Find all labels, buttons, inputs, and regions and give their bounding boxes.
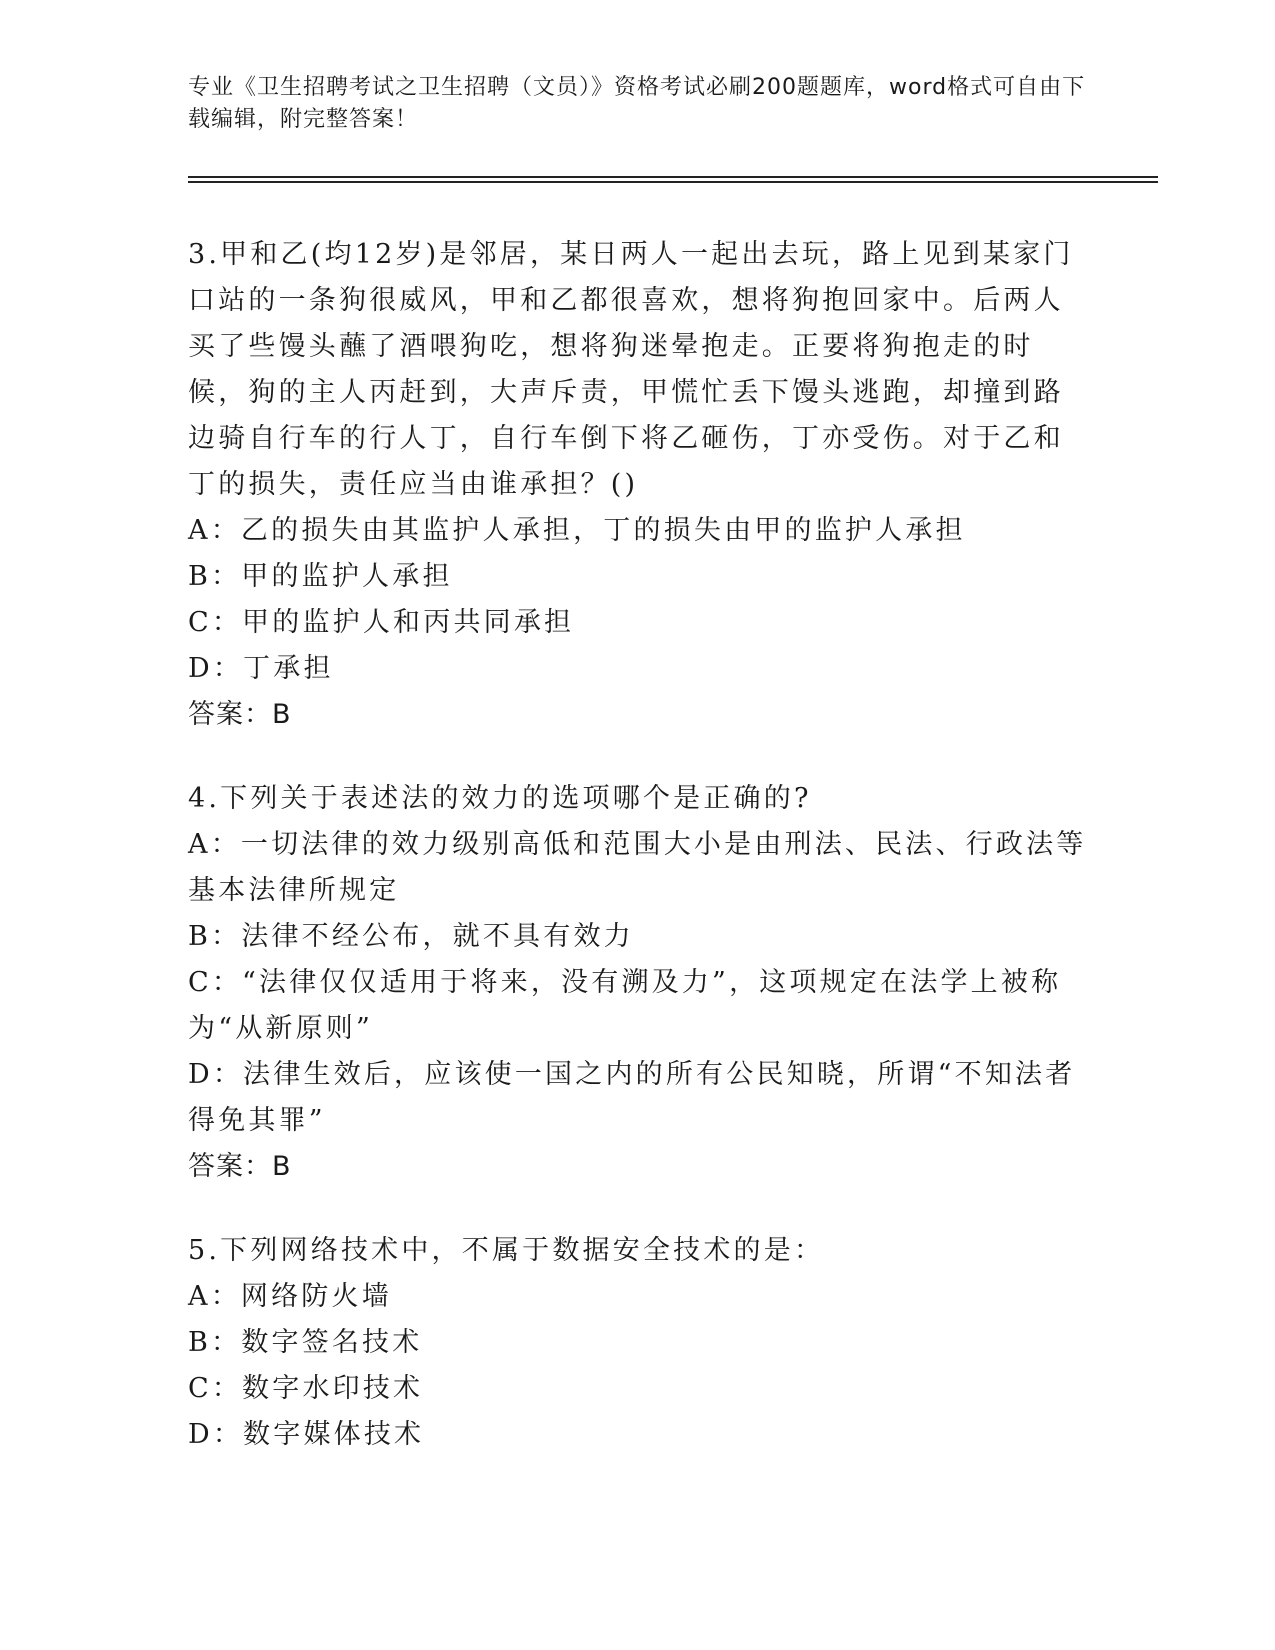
header-rule-top bbox=[188, 176, 1158, 178]
option-d: D：数字媒体技术 bbox=[188, 1419, 425, 1450]
option-d: D：丁承担 bbox=[188, 653, 334, 684]
question-list bbox=[188, 232, 1088, 1458]
option-c: C：数字水印技术 bbox=[188, 1373, 424, 1404]
document-header: 专业《卫生招聘考试之卫生招聘（文员）》资格考试必刷200题题库，word格式可自由下载编辑，附完整答案！ bbox=[188, 75, 1086, 132]
answer: 答案：B bbox=[188, 1151, 292, 1182]
option-d: D：法律生效后，应该使一国之内的所有公民知晓，所谓“不知法者得免其罪” bbox=[188, 1059, 1076, 1136]
question-stem: 4.下列关于表述法的效力的选项哪个是正确的? bbox=[188, 783, 812, 814]
option-c: C：“法律仅仅适用于将来，没有溯及力”，这项规定在法学上被称为“从新原则” bbox=[188, 967, 1062, 1044]
question-stem: 5.下列网络技术中，不属于数据安全技术的是： bbox=[188, 1235, 825, 1266]
option-b: B：甲的监护人承担 bbox=[188, 561, 453, 592]
answer: 答案：B bbox=[188, 699, 292, 730]
question-stem: 3.甲和乙(均12岁)是邻居，某日两人一起出去玩，路上见到某家门口站的一条狗很威风，甲和乙都很喜欢，想将狗抱回家中。后两人买了些馒头蘸了酒喂狗吃，想将狗迷晕抱走。正要将狗抱走的时候，狗的主人丙赶到，大声斥责，甲慌忙丢下馒头逃跑，却撞到路边骑自行车的行人丁，自行车倒下将乙砸伤，丁亦受伤。对于乙和丁的损失，责任应当由谁承担？() bbox=[188, 239, 1074, 500]
option-a: A：乙的损失由其监护人承担，丁的损失由甲的监护人承担 bbox=[188, 515, 966, 546]
question-4 bbox=[188, 776, 1088, 1190]
question-5 bbox=[188, 1228, 1088, 1458]
option-b: B：法律不经公布，就不具有效力 bbox=[188, 921, 634, 952]
option-a: A：网络防火墙 bbox=[188, 1281, 392, 1312]
option-a: A：一切法律的效力级别高低和范围大小是由刑法、民法、行政法等基本法律所规定 bbox=[188, 829, 1087, 906]
option-b: B：数字签名技术 bbox=[188, 1327, 423, 1358]
option-c: C：甲的监护人和丙共同承担 bbox=[188, 607, 575, 638]
question-3 bbox=[188, 232, 1088, 738]
header-rule-bottom bbox=[188, 181, 1158, 183]
